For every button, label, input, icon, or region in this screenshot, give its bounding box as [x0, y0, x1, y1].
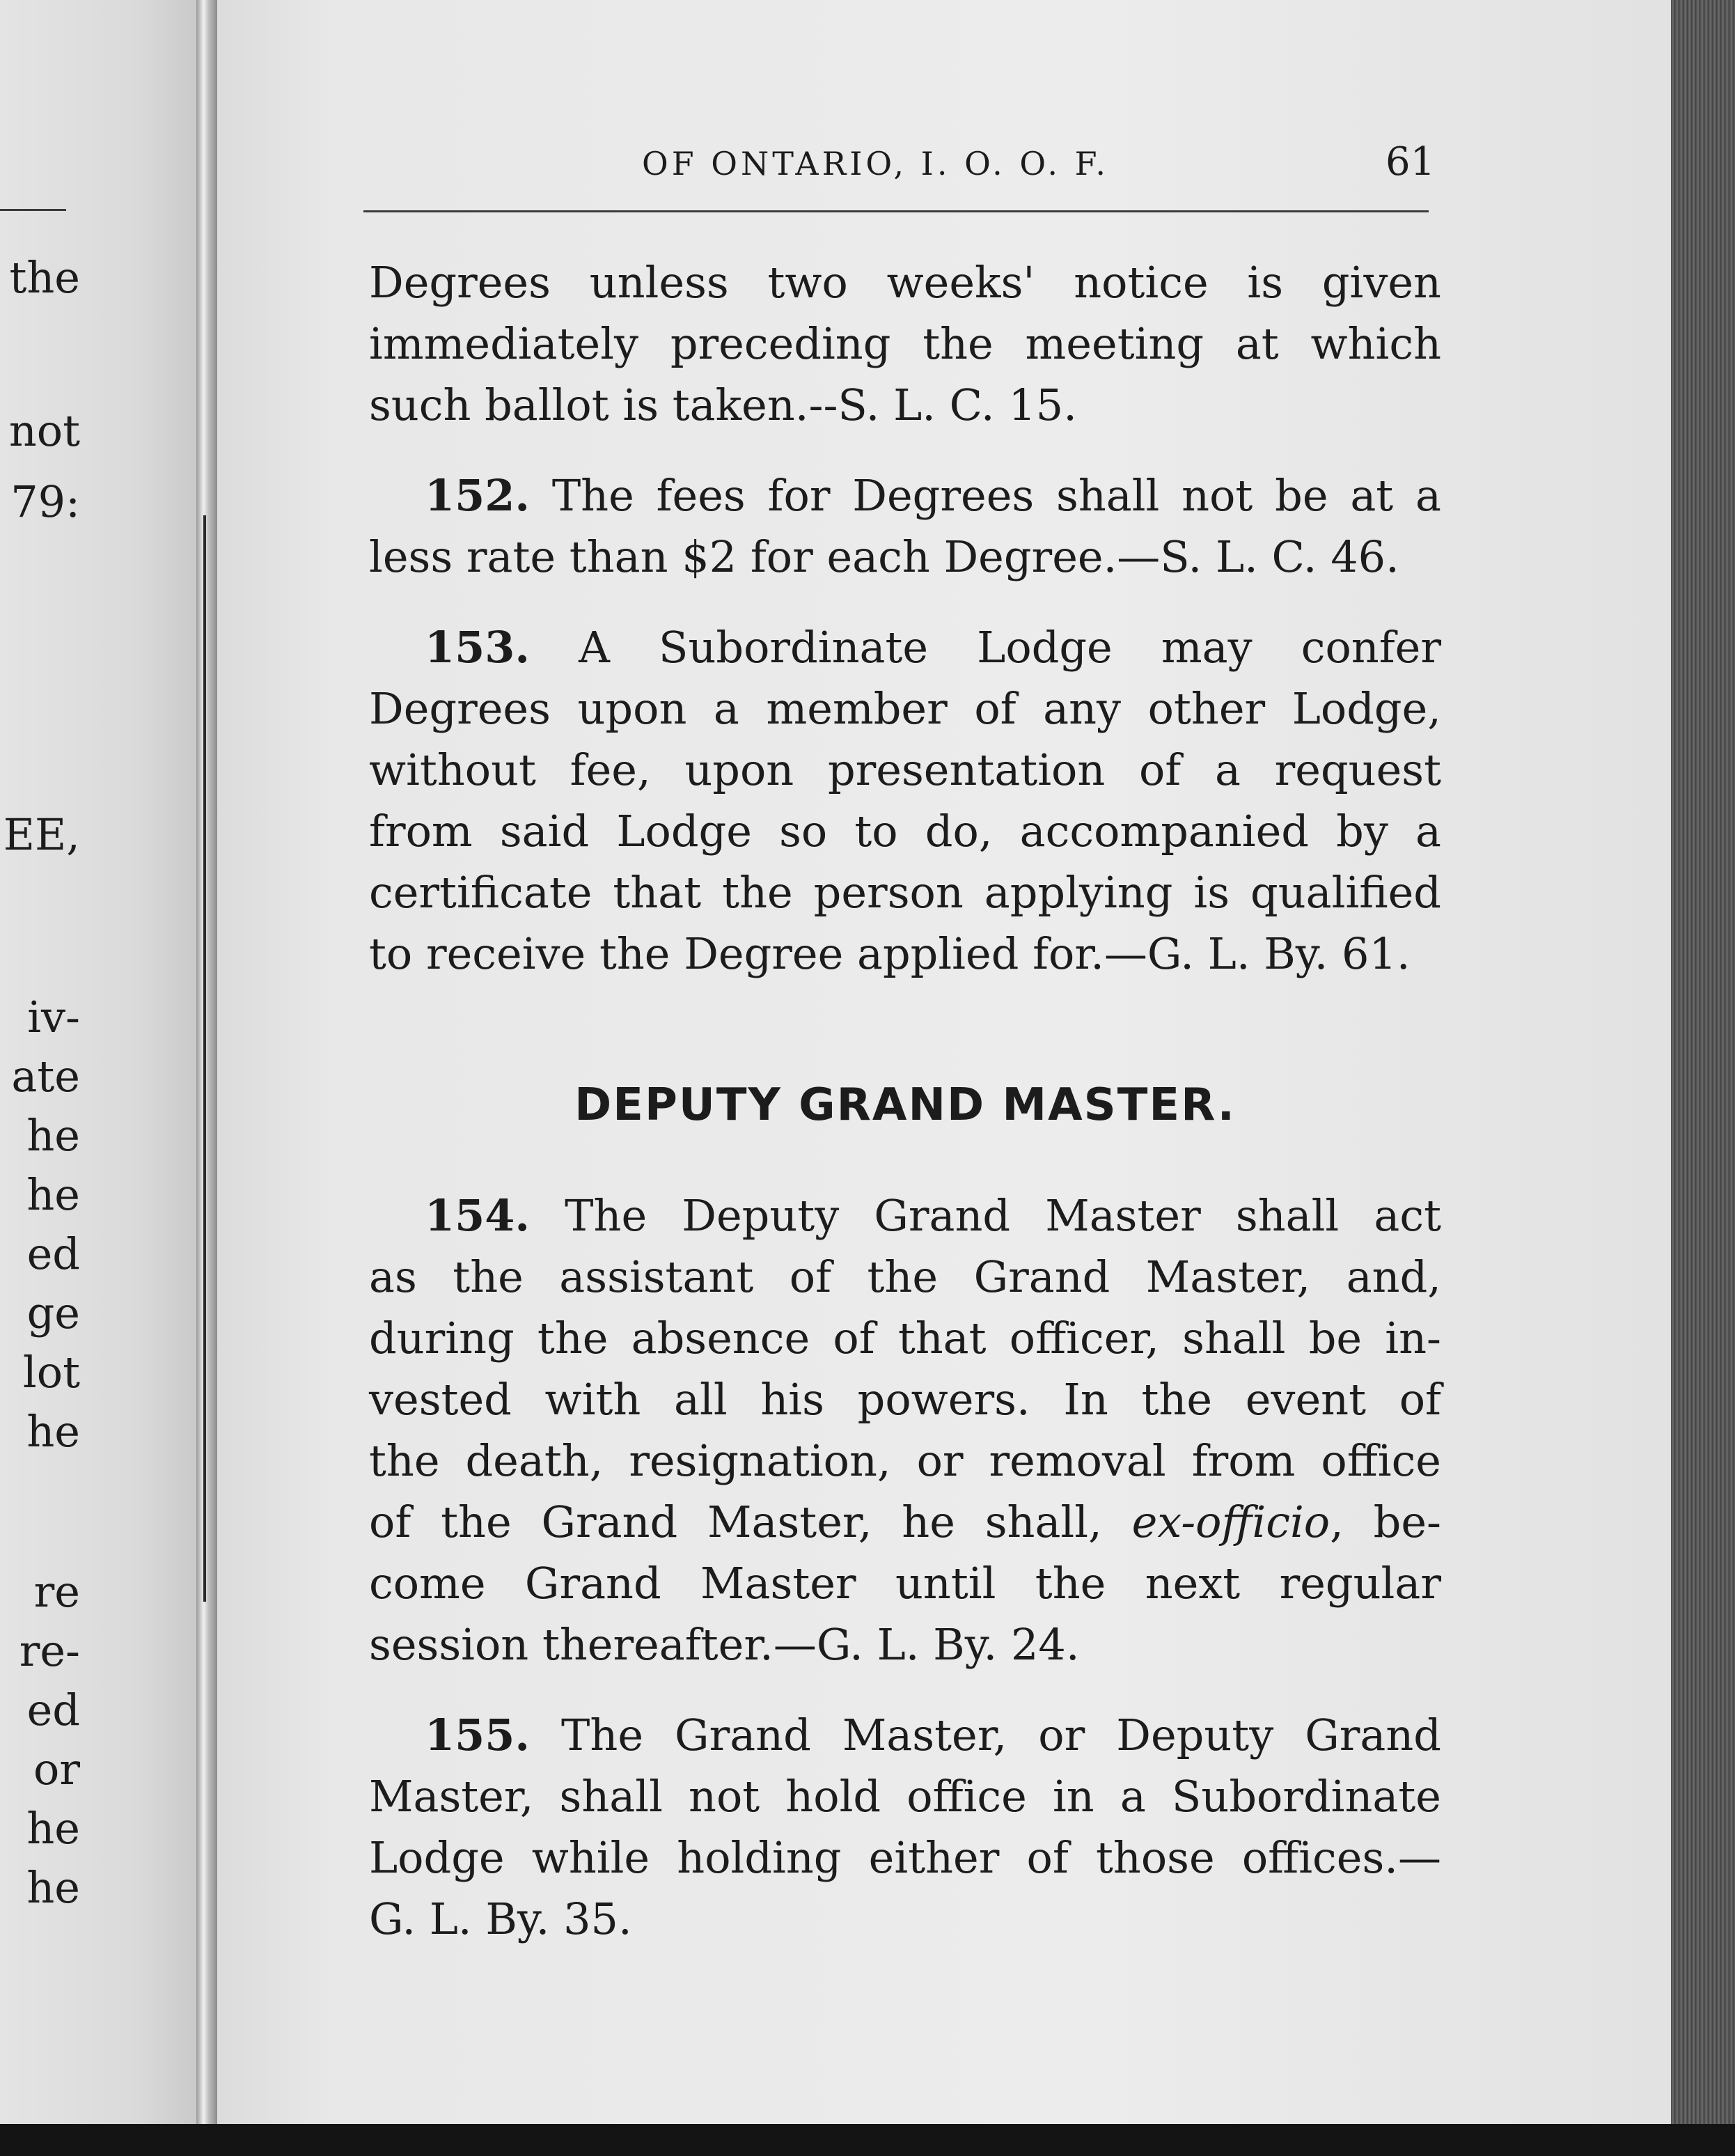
left-fragment: he — [26, 1406, 80, 1457]
section-153-first-line — [369, 617, 1441, 678]
text-line: such ballot is taken.--S. L. C. 15. — [369, 380, 1077, 430]
text-line: Degrees unless two weeks' notice is given — [369, 257, 1441, 308]
text-line: immediately preceding the meeting at which — [369, 318, 1441, 369]
left-fragment: re — [33, 1566, 80, 1617]
body-text — [369, 252, 1441, 1950]
left-fragment: ge — [26, 1288, 80, 1338]
section-number: 154. — [425, 1190, 531, 1241]
page-number: 61 — [1385, 139, 1436, 185]
section-154-first-line — [369, 1185, 1441, 1247]
text-run: The Grand Master, or Deputy Grand — [561, 1710, 1441, 1760]
section-number: 155. — [425, 1710, 531, 1760]
left-fragment: iv- — [27, 992, 80, 1042]
scan-bottom-border — [0, 2124, 1735, 2156]
header-rule — [363, 210, 1429, 212]
text-line: less rate than $2 for each Degree.—S. L. C. 46. — [369, 531, 1399, 582]
left-fragment: he — [26, 1169, 80, 1220]
left-fragment: re- — [19, 1625, 80, 1676]
running-head: OF ONTARIO, I. O. O. F. — [642, 145, 1109, 182]
text-run: of the Grand Master, he shall, — [369, 1497, 1102, 1547]
text-run: The Deputy Grand Master shall act — [565, 1190, 1441, 1241]
section-155-first-line — [369, 1705, 1441, 1766]
left-fragment: EE, — [3, 809, 80, 860]
text-line: vested with all his powers. In the event of — [369, 1374, 1441, 1425]
left-fragment: he — [26, 1110, 80, 1161]
left-fragment: ate — [11, 1051, 80, 1102]
text-line-with-italic — [369, 1492, 1441, 1553]
italic-term: ex-officio — [1131, 1497, 1330, 1547]
left-fragment: he — [26, 1862, 80, 1913]
binding-thread — [203, 515, 206, 1602]
text-line: during the absence of that officer, shall be in- — [369, 1313, 1441, 1364]
text-line: certificate that the person applying is qualified — [369, 867, 1441, 918]
left-page — [0, 0, 198, 2124]
text-line: Master, shall not hold office in a Subordinate — [369, 1771, 1441, 1822]
text-line: session thereafter.—G. L. By. 24. — [369, 1619, 1080, 1670]
section-heading: DEPUTY GRAND MASTER. — [574, 1079, 1236, 1131]
text-line: G. L. By. 35. — [369, 1893, 632, 1944]
text-run: A Subordinate Lodge may confer — [579, 622, 1441, 673]
text-line: come Grand Master until the next regular — [369, 1558, 1441, 1609]
text-line: the death, resignation, or removal from office — [369, 1435, 1441, 1486]
book-gutter — [196, 0, 217, 2124]
left-fragment: ed — [26, 1685, 80, 1735]
text-run: , be- — [1330, 1497, 1441, 1547]
text-run: The fees for Degrees shall not be at a — [551, 470, 1441, 521]
page-block-edge — [1671, 0, 1735, 2156]
section-152-first-line — [369, 465, 1441, 526]
text-line: Lodge while holding either of those offices.— — [369, 1832, 1441, 1883]
text-line: from said Lodge so to do, accompanied by a — [369, 806, 1441, 857]
section-number: 153. — [425, 622, 531, 673]
text-line: to receive the Degree applied for.—G. L. By. 61. — [369, 928, 1411, 979]
left-fragment: he — [26, 1803, 80, 1854]
left-fragment: lot — [22, 1347, 80, 1398]
text-line: without fee, upon presentation of a request — [369, 744, 1441, 795]
text-line: as the assistant of the Grand Master, and, — [369, 1251, 1441, 1302]
left-fragment: ed — [26, 1228, 80, 1279]
left-fragment: the — [9, 252, 80, 303]
left-fragment: or — [33, 1744, 80, 1795]
left-fragment: not — [8, 405, 80, 456]
left-fragment: 79: — [10, 476, 80, 527]
left-page-rule — [0, 209, 66, 211]
section-number: 152. — [425, 470, 531, 521]
text-line: Degrees upon a member of any other Lodge, — [369, 683, 1441, 734]
